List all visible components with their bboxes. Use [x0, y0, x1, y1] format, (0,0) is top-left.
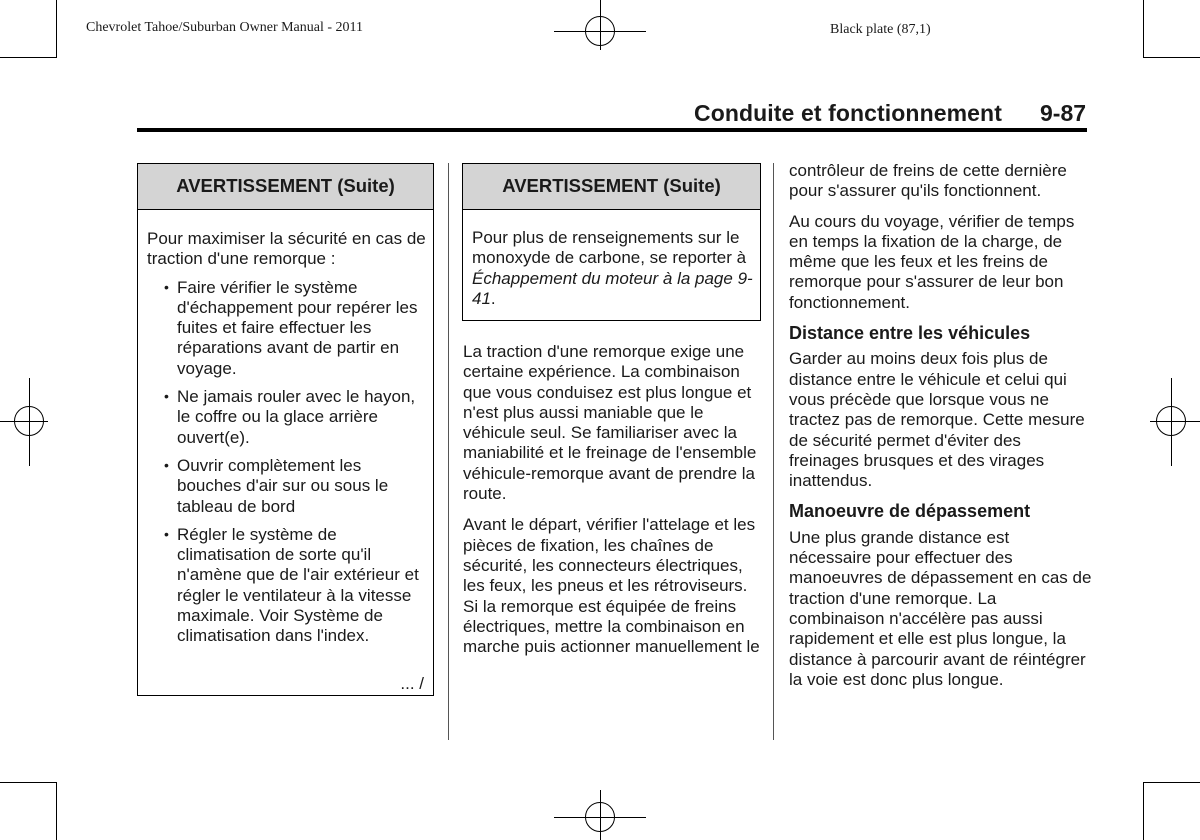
list-item: • Ouvrir complètement les bouches d'air sur ou sous le tableau de bord: [164, 455, 389, 516]
crop-mark: [1143, 0, 1144, 58]
crop-mark: [56, 0, 57, 58]
crop-mark: [0, 57, 56, 58]
warning-box-col1: [137, 163, 434, 696]
plate-label: Black plate (87,1): [830, 22, 931, 37]
cross-reference-link[interactable]: Échappement du moteur à la page 9-41: [472, 268, 753, 308]
subheading: Distance entre les véhicules: [789, 323, 1031, 344]
list-item: • Faire vérifier le système d'échappement pour repérer les fuites et faire effectuer les réparations avant de partir en voyage.: [164, 277, 418, 378]
continued-marker: ... /: [400, 674, 424, 693]
manual-title: Chevrolet Tahoe/Suburban Owner Manual - 2011: [86, 20, 364, 35]
warning-title: AVERTISSEMENT (Suite): [138, 164, 433, 210]
header-rule: [137, 128, 1087, 132]
bullet-icon: •: [164, 525, 169, 542]
crop-mark: [1143, 782, 1144, 840]
bullet-icon: •: [164, 388, 169, 405]
paragraph: Une plus grande distance est nécessaire pour effectuer des manoeuvres de dépassement en cas de traction d'une remorque. La combinaison n'accélère pas aussi rapidement et elle est plus longue, la distance à parcourir avant de réintégrer la voie est donc plus longue.: [789, 527, 1092, 689]
crop-mark: [0, 782, 56, 783]
warning-title: AVERTISSEMENT (Suite): [463, 164, 760, 210]
warning-intro: Pour maximiser la sécurité en cas de traction d'une remorque :: [147, 229, 426, 269]
crop-mark: [1144, 782, 1200, 783]
bullet-icon: •: [164, 456, 169, 473]
section-title: Conduite et fonctionnement: [694, 100, 1002, 126]
column-divider: [448, 163, 449, 740]
list-item: • Régler le système de climatisation de sorte qu'il n'amène que de l'air extérieur et régler le ventilateur à la vitesse maximale. Voir Système de climatisation dans l'index.: [164, 524, 419, 646]
paragraph: Avant le départ, vérifier l'attelage et les pièces de fixation, les chaînes de sécurité, les connecteurs électriques, les feux, les pneus et les rétroviseurs. Si la remorque est équipée de freins électriques, mettre la combinaison en marche puis actionner manuellement le: [463, 515, 760, 657]
warning-body: [138, 210, 433, 647]
col2-text: [463, 342, 763, 657]
col3-text: [789, 161, 1094, 690]
crop-mark: [56, 782, 57, 840]
column-divider: [773, 163, 774, 740]
page-number: 9-87: [1040, 100, 1087, 126]
paragraph: Au cours du voyage, vérifier de temps en temps la fixation de la charge, de même que les feux et les freins de remorque pour s'assurer de leur bon fonctionnement.: [789, 211, 1075, 312]
paragraph: La traction d'une remorque exige une certaine expérience. La combinaison que vous conduisez est plus longue et n'est plus aussi maniable que le véhicule seul. Se familiariser avec la maniabilité et le freinage de l'ensemble véhicule-remorque avant de prendre la route.: [463, 342, 757, 504]
subheading: Manoeuvre de dépassement: [789, 501, 1031, 522]
paragraph: Garder au moins deux fois plus de distance entre le véhicule et celui qui vous précède que lorsque vous ne tractez pas de remorque. Cette mesure de sécurité permet d'éviter des freinages brusques et des virages inattendus.: [789, 349, 1085, 491]
warning-body: Pour plus de renseignements sur le monoxyde de carbone, se reporter à Échappement du moteur à la page 9-41.: [472, 228, 753, 308]
crop-mark: [1144, 57, 1200, 58]
bullet-icon: •: [164, 278, 169, 295]
warning-box-col2: [462, 163, 761, 321]
paragraph: contrôleur de freins de cette dernière pour s'assurer qu'ils fonctionnent.: [789, 161, 1067, 201]
list-item: • Ne jamais rouler avec le hayon, le coffre ou la glace arrière ouvert(e).: [164, 387, 416, 447]
